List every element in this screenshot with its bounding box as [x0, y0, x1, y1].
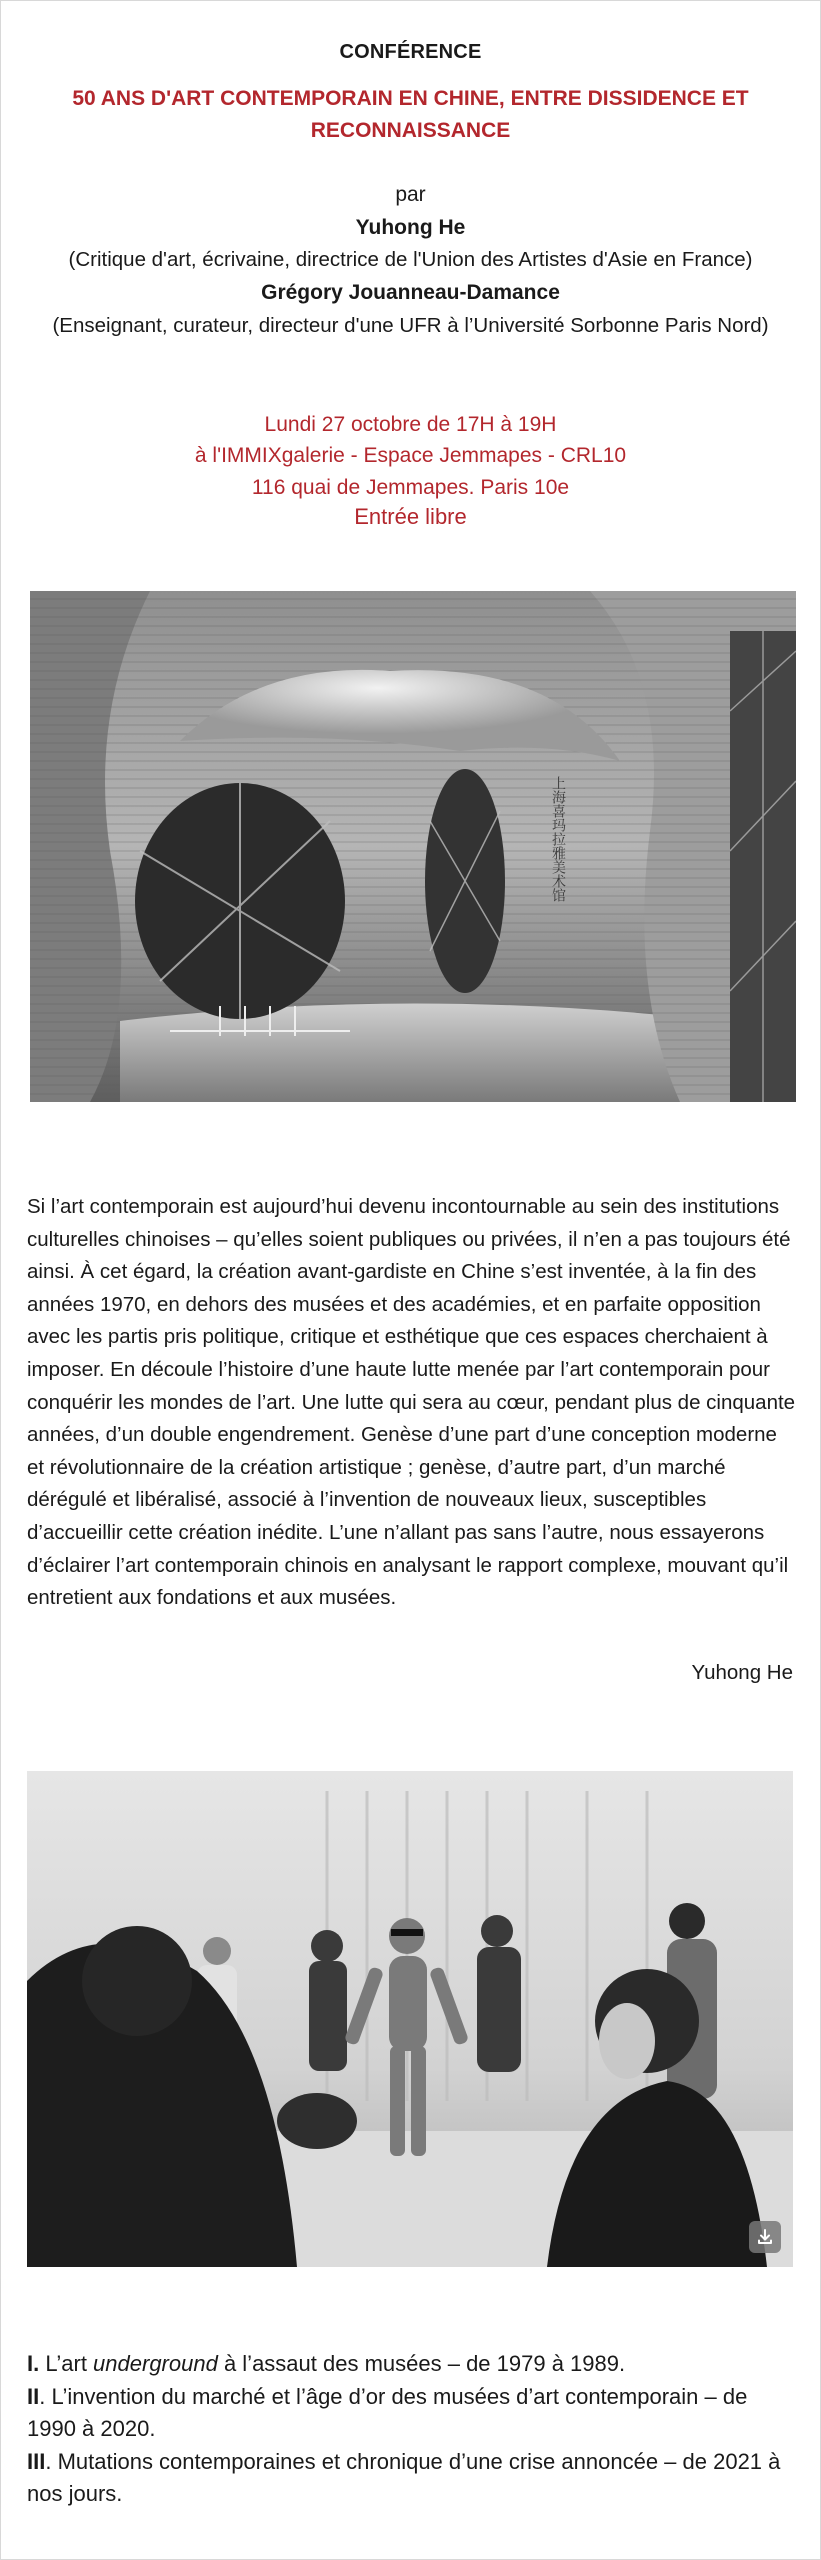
event-address: 116 quai de Jemmapes. Paris 10e	[251, 476, 570, 499]
museum-interior-photo	[30, 591, 796, 1102]
download-icon	[756, 2228, 774, 2246]
museum-calligraphy: 上海喜玛拉雅美术馆	[550, 776, 566, 902]
talk-outline	[27, 2348, 797, 2511]
event-date: Lundi 27 octobre de 17H à 19H	[264, 413, 557, 436]
outline-text: . Mutations contemporaines et chronique d’une crise annoncée – de 2021 à nos jours.	[27, 2448, 781, 2506]
conference-title: 50 ANS D'ART CONTEMPORAIN EN CHINE, ENTRE DISSIDENCE ET RECONNAISSANCE	[72, 87, 749, 142]
outline-text: à l’assaut des musées – de 1979 à 1989.	[217, 2351, 626, 2376]
speaker-role-1: (Critique d'art, écrivaine, directrice de l'Union des Artistes d'Asie en France)	[68, 248, 753, 271]
by-label: par	[395, 183, 426, 206]
event-venue: à l'IMMIXgalerie - Espace Jemmapes - CRL10	[194, 444, 627, 467]
performance-photo	[27, 1771, 793, 2267]
abstract-signature: Yuhong He	[691, 1661, 793, 1684]
speaker-name-2: Grégory Jouanneau-Damance	[261, 281, 560, 304]
event-type-heading: CONFÉRENCE	[339, 41, 482, 63]
speaker-name-1: Yuhong He	[355, 216, 466, 239]
outline-text: . L’invention du marché et l’âge d’or des musées d’art contemporain – de 1990 à 2020.	[27, 2383, 748, 2441]
outline-item-1	[27, 2348, 797, 2381]
outline-num: III	[27, 2448, 46, 2474]
outline-item-2	[27, 2381, 797, 2446]
outline-emphasis: underground	[93, 2351, 218, 2376]
outline-item-3	[27, 2446, 797, 2511]
outline-num: I.	[27, 2351, 40, 2376]
event-entry: Entrée libre	[354, 504, 467, 529]
speaker-role-2: (Enseignant, curateur, directeur d'une UFR à l’Université Sorbonne Paris Nord)	[52, 314, 769, 337]
outline-text: L’art	[39, 2351, 94, 2376]
download-button[interactable]	[749, 2221, 781, 2253]
outline-num: II	[27, 2383, 40, 2409]
abstract-paragraph: Si l’art contemporain est aujourd’hui devenu incontournable au sein des institutions culturelles chinoises – qu’elles soient publiques ou privées, il n’en a pas toujours été ainsi. À cet égard, la création avant-gardiste en Chine s’est inventée, à la fin des années 1970, en dehors des musées et des académies, et en parfaite opposition avec les partis pris politique, critique et esthétique que ces espaces cherchaient à imposer. En découle l’histoire d’une haute lutte menée par l’art contemporain pour conquérir les mondes de l’art. Une lutte qui sera au cœur, pendant plus de cinquante années, d’un double engendrement. Genèse d’une part d’une conception moderne et révolutionnaire de la création artistique ; genèse, d’autre part, d’un marché dérégulé et libéralisé, associé à l’invention de nouveaux lieux, susceptibles d’accueillir cette création inédite. L’une n’allant pas sans l’autre, nous essayerons d’éclairer l’art contemporain chinois en analysant le rapport complexe, mouvant qu’il entretient aux fondations et aux musées.	[27, 1195, 796, 1610]
